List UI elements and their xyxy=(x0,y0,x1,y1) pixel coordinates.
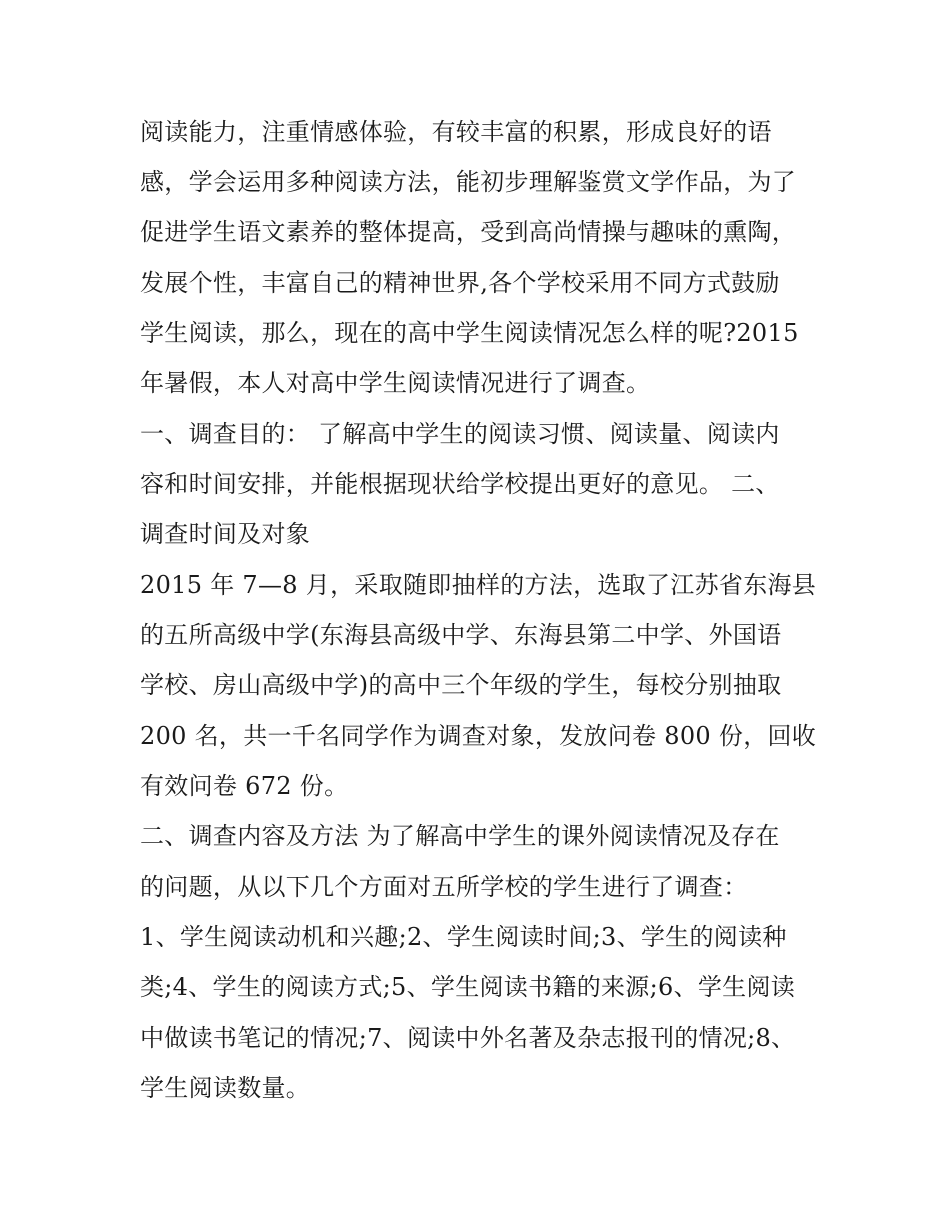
text-line: 发展个性，丰富自己的精神世界,各个学校采用不同方式鼓励 xyxy=(140,269,780,297)
section-heading-content-methods: 二、调查内容及方法 为了解高中学生的课外阅读情况及存在 xyxy=(140,822,780,850)
text-line: 阅读能力，注重情感体验，有较丰富的积累，形成良好的语 xyxy=(140,118,772,146)
text-line: 的五所高级中学(东海县高级中学、东海县第二中学、外国语 xyxy=(140,621,782,649)
text-line: 2015 年 7—8 月，采取随即抽样的方法，选取了江苏省东海县 xyxy=(140,571,817,599)
survey-item-line: 学生阅读数量。 xyxy=(140,1074,311,1102)
text-line: 学生阅读，那么，现在的高中学生阅读情况怎么样的呢?2015 xyxy=(140,319,799,347)
text-line: 200 名，共一千名同学作为调查对象，发放问卷 800 份，回收 xyxy=(140,722,817,750)
text-line: 容和时间安排，并能根据现状给学校提出更好的意见。 二、 xyxy=(140,470,780,498)
text-line: 促进学生语文素养的整体提高，受到高尚情操与趣味的熏陶， xyxy=(140,218,797,246)
text-line: 的问题，从以下几个方面对五所学校的学生进行了调查： xyxy=(140,873,748,901)
text-line: 学校、房山高级中学)的高中三个年级的学生，每校分别抽取 xyxy=(140,671,782,699)
text-line: 感，学会运用多种阅读方法，能初步理解鉴赏文学作品，为了 xyxy=(140,168,797,196)
text-line: 有效问卷 672 份。 xyxy=(140,772,349,800)
text-line: 年暑假，本人对高中学生阅读情况进行了调查。 xyxy=(140,369,651,397)
survey-item-line: 1、学生阅读动机和兴趣;2、学生阅读时间;3、学生的阅读种 xyxy=(140,923,787,951)
section-heading-purpose: 一、调查目的： 了解高中学生的阅读习惯、阅读量、阅读内 xyxy=(140,420,780,448)
survey-item-line: 中做读书笔记的情况;7、阅读中外名著及杂志报刊的情况;8、 xyxy=(140,1024,796,1052)
survey-item-line: 类;4、学生的阅读方式;5、学生阅读书籍的来源;6、学生阅读 xyxy=(140,973,796,1001)
section-heading-time-subjects: 调查时间及对象 xyxy=(140,520,311,548)
